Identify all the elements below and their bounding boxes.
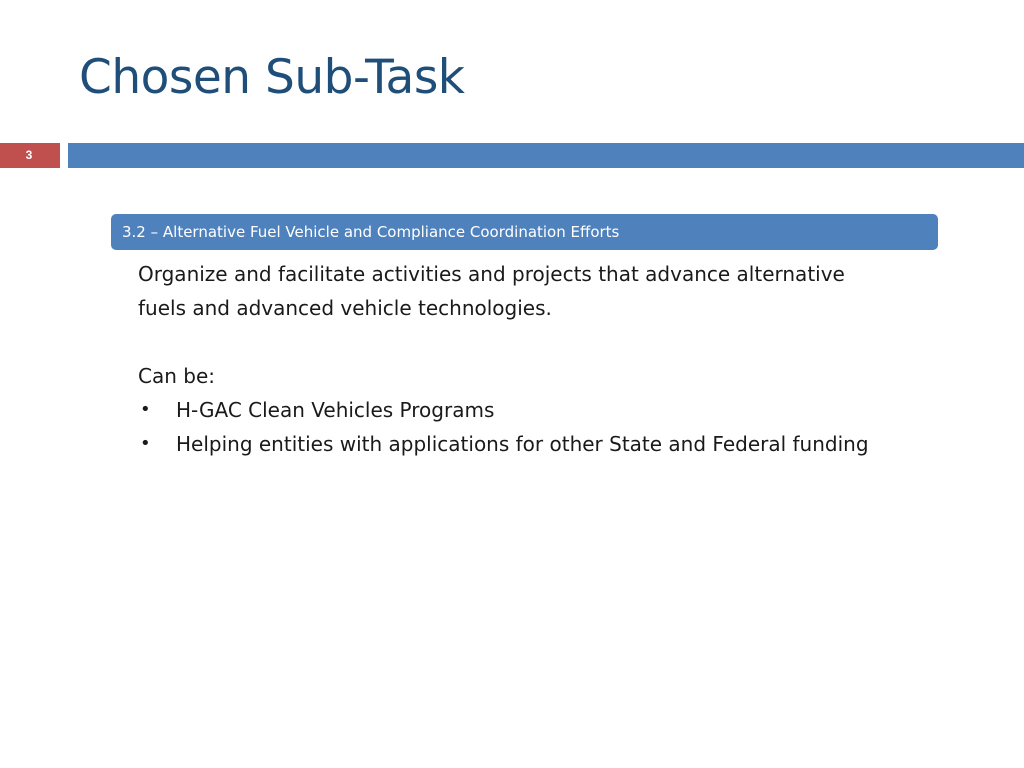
- bullet-item-funding-applications: [138, 427, 898, 461]
- bullet-icon: •: [140, 399, 151, 420]
- slide-title: Chosen Sub-Task: [79, 50, 465, 105]
- bullet-item-text: Helping entities with applications for other State and Federal funding: [176, 432, 869, 456]
- bullet-icon: •: [140, 433, 151, 454]
- bullet-item-clean-vehicles: [138, 393, 898, 427]
- task-description: Organize and facilitate activities and projects that advance alternative fuels and advanced vehicle technologies.: [138, 262, 845, 320]
- header-divider-bar: [68, 143, 1024, 168]
- bullet-item-text: H-GAC Clean Vehicles Programs: [176, 398, 495, 422]
- bullet-list: [138, 393, 898, 461]
- paragraph-spacer: [138, 325, 898, 359]
- slide-content: [138, 257, 898, 461]
- page-number-badge: 3: [0, 143, 60, 168]
- list-intro: Can be:: [138, 364, 215, 388]
- task-banner: 3.2 – Alternative Fuel Vehicle and Compliance Coordination Efforts: [111, 214, 938, 250]
